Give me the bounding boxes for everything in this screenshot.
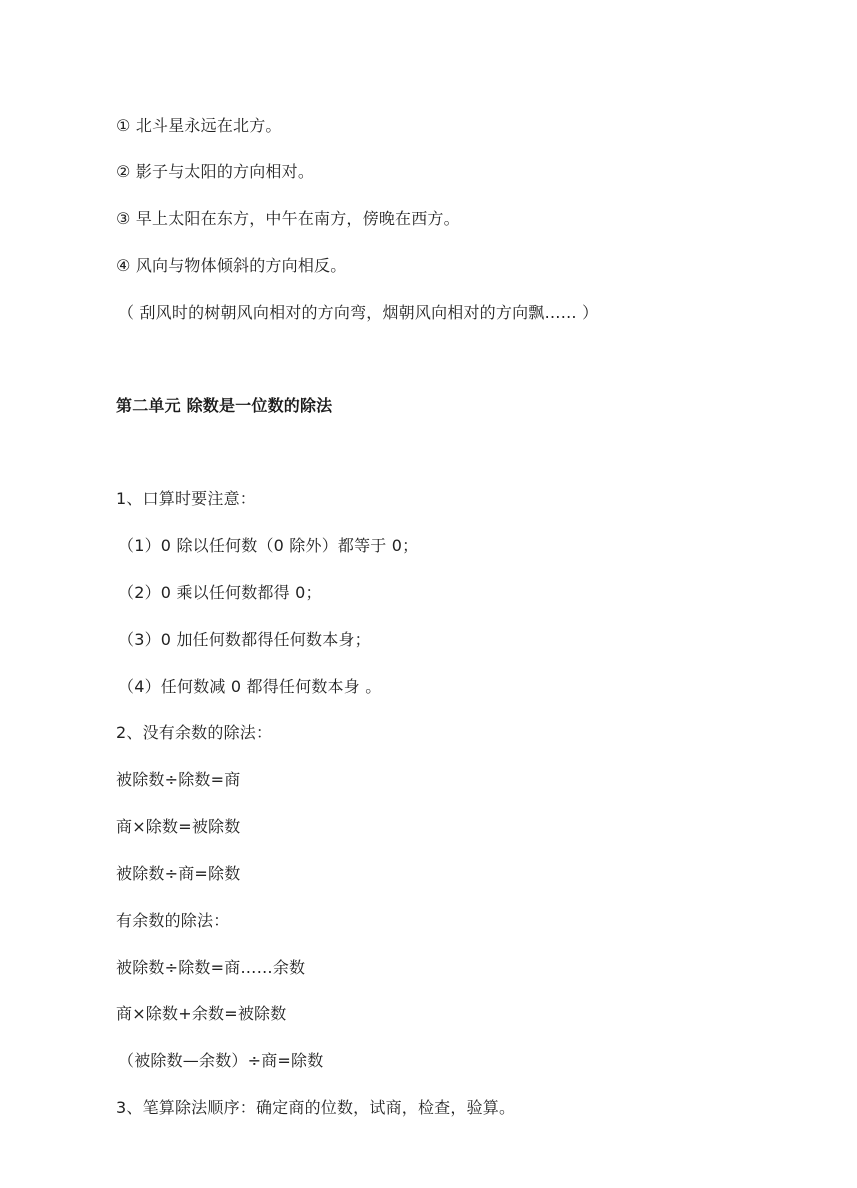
- remainder-heading: 有余数的除法：: [116, 911, 230, 930]
- fact-sun-position: ③ 早上太阳在东方，中午在南方，傍晚在西方。: [116, 209, 460, 228]
- fact-shadow-direction: ② 影子与太阳的方向相对。: [116, 162, 315, 181]
- remainder-formula-3: （被除数—余数）÷商=除数: [118, 1051, 324, 1070]
- formula-1: 被除数÷除数=商: [116, 770, 241, 789]
- formula-2: 商×除数=被除数: [116, 817, 241, 836]
- point1-rule-4: （4）任何数减 0 都得任何数本身 。: [118, 677, 382, 696]
- remainder-formula-1: 被除数÷除数=商……余数: [116, 958, 306, 977]
- fact-wind-direction: ④ 风向与物体倾斜的方向相反。: [116, 256, 347, 275]
- remainder-formula-2: 商×除数+余数=被除数: [116, 1004, 287, 1023]
- point1-rule-3: （3）0 加任何数都得任何数本身；: [118, 630, 371, 649]
- point2-heading: 2、没有余数的除法：: [116, 723, 273, 742]
- fact-wind-example: （ 刮风时的树朝风向相对的方向弯，烟朝风向相对的方向飘…… ）: [118, 303, 599, 322]
- point1-rule-1: （1）0 除以任何数（0 除外）都等于 0；: [118, 536, 419, 555]
- point1-heading: 1、口算时要注意：: [116, 489, 256, 508]
- fact-north-star: ① 北斗星永远在北方。: [116, 116, 282, 135]
- point1-rule-2: （2）0 乘以任何数都得 0；: [118, 583, 322, 602]
- point3-text: 3、笔算除法顺序：确定商的位数，试商，检查，验算。: [116, 1098, 516, 1117]
- formula-3: 被除数÷商=除数: [116, 864, 241, 883]
- unit-title: 第二单元 除数是一位数的除法: [116, 396, 333, 415]
